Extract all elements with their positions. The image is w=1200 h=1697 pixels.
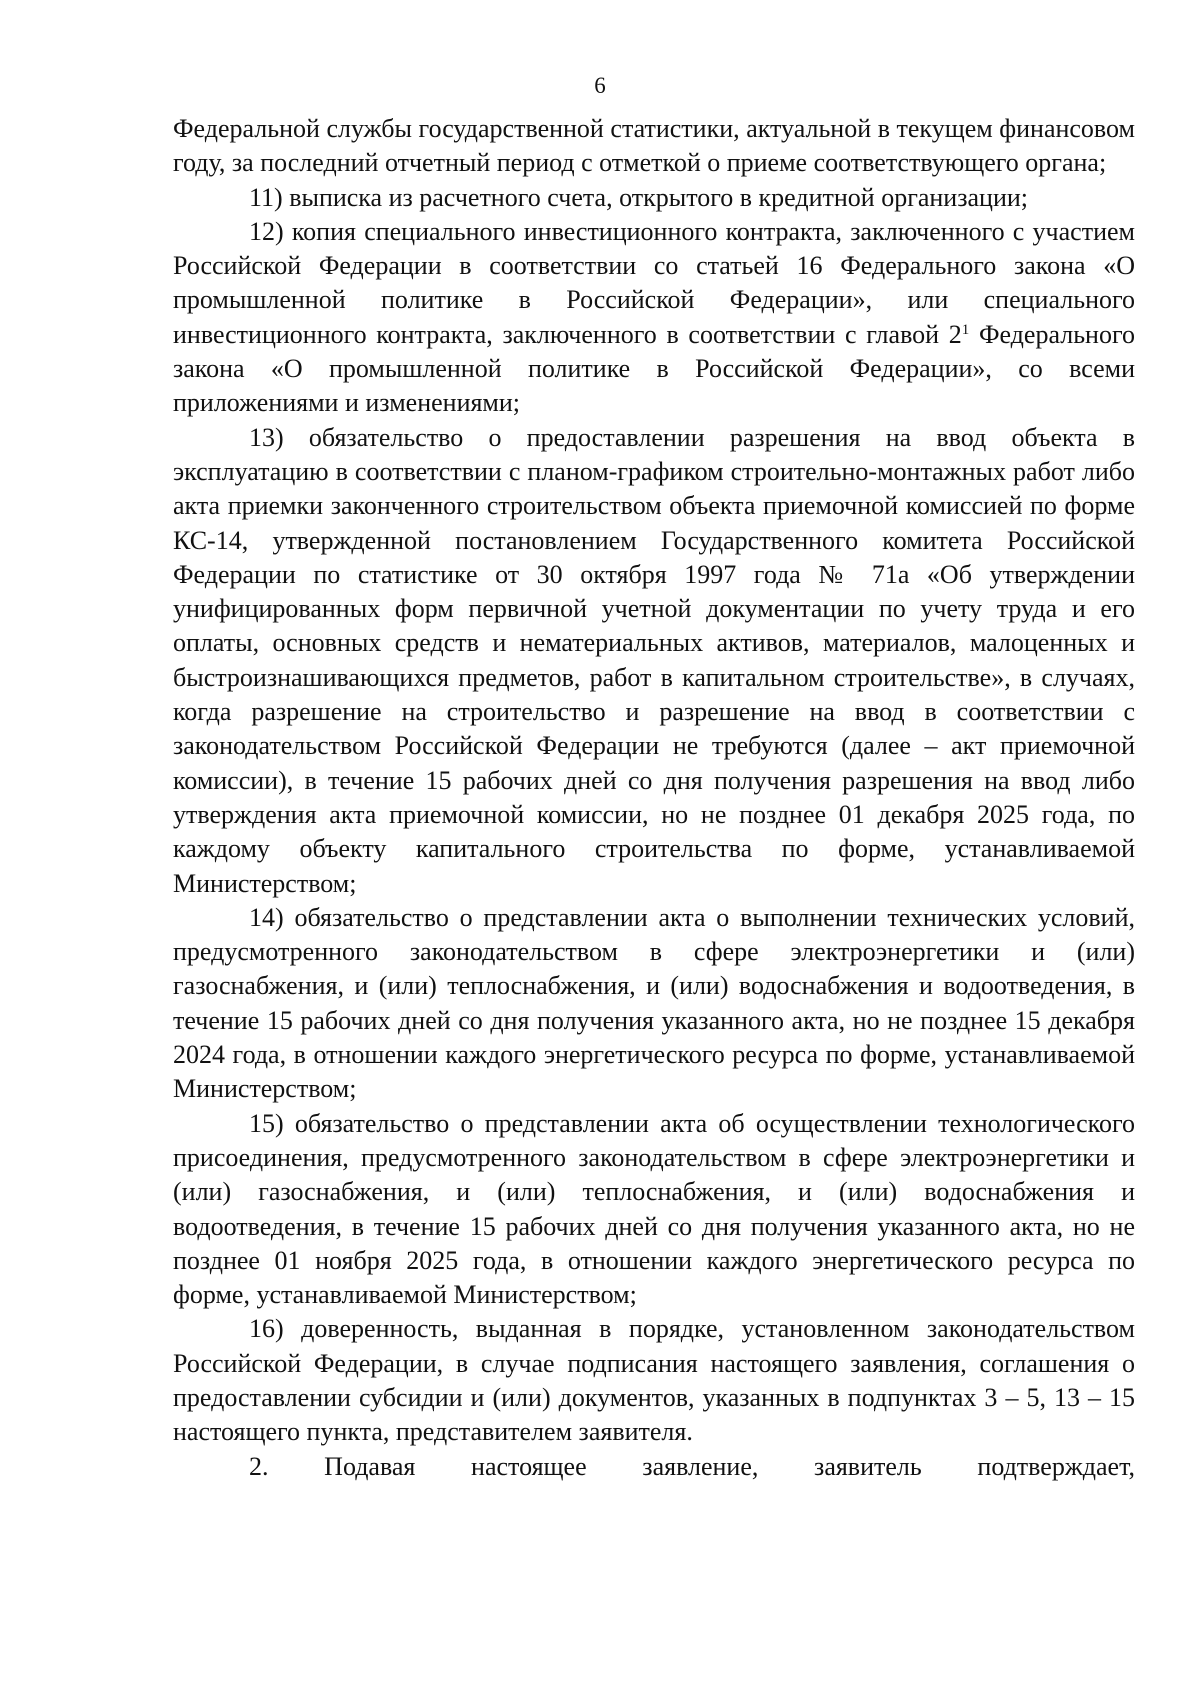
item-13: 13) обязательство о предоставлении разрешения на ввод объекта в эксплуатацию в соответствии с планом-графиком строительно-монтажных работ либо акта приемки законченного строительством объекта приемочной комиссией по форме КС-14, утвержденной постановлением Государственного комитета Российской Федерации по статистике от 30 октября 1997 года № 71а «Об утверждении унифицированных форм первичной учетной документации по учету труда и его оплаты, основных средств и нематериальных активов, материалов, малоценных и быстроизнашивающихся предметов, работ в капитальном строительстве», в случаях, когда разрешение на строительство и разрешение на ввод в соответствии с законодательством Российской Федерации не требуются (далее – акт приемочной комиссии), в течение 15 рабочих дней со дня получения разрешения на ввод либо утверждения акта приемочной комиссии, но не позднее 01 декабря 2025 года, по каждому объекту капитального строительства по форме, устанавливаемой Министерством; — [173, 422, 1135, 898]
item-12-text-part-1: 12) копия специального инвестиционного контракта, заключенного с участием Российской Федерации в соответствии со статьей 16 Федерального закона «О промышленной политике в Российской Федерации», или специального инвестиционного контракта, заключенного в соответствии с главой 2 — [173, 216, 1135, 349]
document-body — [173, 112, 1135, 1484]
item-11: 11) выписка из расчетного счета, открытого в кредитной организации; — [249, 182, 1028, 212]
page-number: 6 — [594, 73, 606, 98]
paragraph-continuation: Федеральной службы государственной статистики, актуальной в текущем финансовом году, за последний отчетный период с отметкой о приеме соответствующего органа; — [173, 114, 1135, 178]
item-15: 15) обязательство о представлении акта об осуществлении технологического присоединения, предусмотренного законодательством в сфере электроэнергетики и (или) газоснабжения, и (или) теплоснабжения, и (или) водоснабжения и водоотведения, в течение 15 рабочих дней со дня получения указанного акта, но не позднее 01 ноября 2025 года, в отношении каждого энергетического ресурса по форме, устанавливаемой Министерством; — [173, 1108, 1135, 1310]
item-14: 14) обязательство о представлении акта о выполнении технических условий, предусмотренного законодательством в сфере электроэнергетики и (или) газоснабжения, и (или) теплоснабжения, и (или) водоснабжения и водоотведения, в течение 15 рабочих дней со дня получения указанного акта, но не позднее 15 декабря 2024 года, в отношении каждого энергетического ресурса по форме, устанавливаемой Министерством; — [173, 902, 1135, 1104]
item-16: 16) доверенность, выданная в порядке, установленном законодательством Российской Федерации, в случае подписания настоящего заявления, соглашения о предоставлении субсидии и (или) документов, указанных в подпунктах 3 – 5, 13 – 15 настоящего пункта, представителем заявителя. — [173, 1314, 1135, 1447]
superscript-1: 1 — [961, 321, 970, 338]
item-12 — [173, 215, 1135, 421]
section-2: 2. Подавая настоящее заявление, заявитель подтверждает, — [249, 1451, 1135, 1481]
item-12-text-part-2: Федерального закона «О промышленной политике в Российской Федерации», со всеми приложениями и изменениями; — [173, 319, 1135, 418]
